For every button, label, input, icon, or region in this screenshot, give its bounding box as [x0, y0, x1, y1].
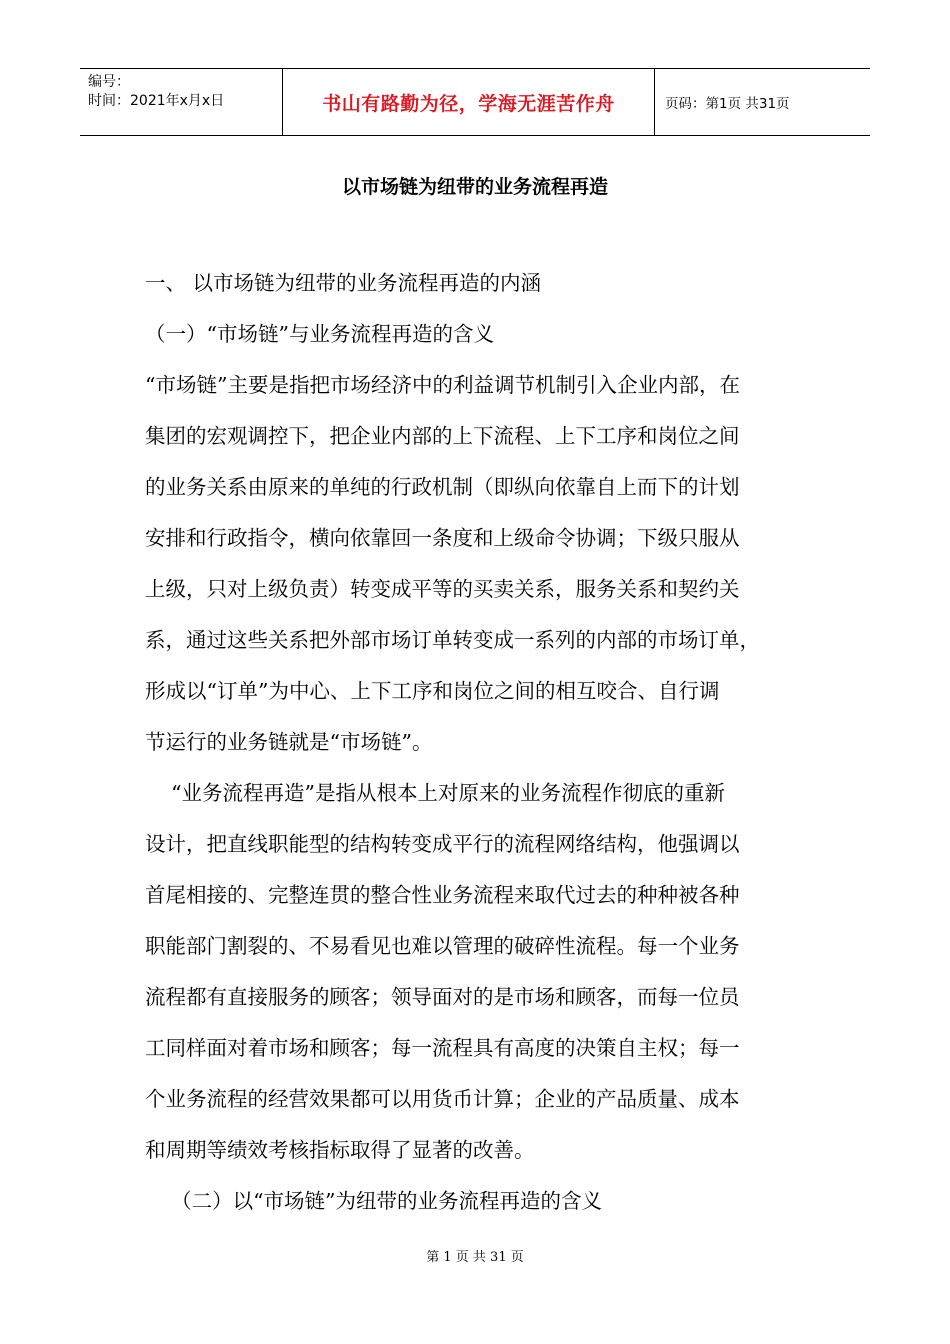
subsection-heading: （二）以“市场链”为纽带的业务流程再造的含义 [145, 1189, 603, 1213]
paragraph-line: 系，通过这些关系把外部市场订单转变成一系列的内部的市场订单， [145, 628, 760, 652]
page-info-text: 页码：第1页 共31页 [665, 96, 790, 112]
section-heading: 一、 以市场链为纽带的业务流程再造的内涵 [145, 271, 542, 295]
paragraph-line: 集团的宏观调控下，把企业内部的上下流程、上下工序和岗位之间 [145, 424, 740, 448]
paragraph-line: “市场链”主要是指把市场经济中的利益调节机制引入企业内部，在 [145, 373, 740, 397]
body-text [145, 258, 810, 1227]
paragraph-line: 形成以“订单”为中心、上下工序和岗位之间的相互咬合、自行调 [145, 679, 720, 703]
header-table [80, 68, 870, 136]
motto-text: 书山有路勤为径，学海无涯苦作舟 [322, 92, 615, 115]
paragraph-line: 设计，把直线职能型的结构转变成平行的流程网络结构，他强调以 [145, 832, 740, 856]
paragraph-line: 的业务关系由原来的单纯的行政机制（即纵向依靠自上而下的计划 [145, 475, 740, 499]
paragraph-market-chain [145, 360, 810, 768]
paragraph-process-reengineering [145, 768, 810, 1176]
date-label: 时间：2021年x月x日 [88, 93, 225, 109]
paragraph-line: 上级，只对上级负责）转变成平等的买卖关系，服务关系和契约关 [145, 577, 740, 601]
paragraph-line: 流程都有直接服务的顾客；领导面对的是市场和顾客，而每一位员 [145, 985, 740, 1009]
paragraph-line: 个业务流程的经营效果都可以用货币计算；企业的产品质量、成本 [145, 1087, 740, 1111]
paragraph-line: 职能部门割裂的、不易看见也难以管理的破碎性流程。每一个业务 [145, 934, 740, 958]
paragraph-line: 安排和行政指令，横向依靠回一条度和上级命令协调；下级只服从 [145, 526, 740, 550]
page-info-cell [655, 69, 870, 135]
paragraph-line: 节运行的业务链就是“市场链”。 [145, 730, 433, 754]
paragraph-line: 工同样面对着市场和顾客；每一流程具有高度的决策自主权；每一 [145, 1036, 740, 1060]
header-meta-cell [80, 69, 282, 135]
paragraph-line: “业务流程再造”是指从根本上对原来的业务流程作彻底的重新 [145, 781, 726, 805]
subsection-heading: （一）“市场链”与业务流程再造的含义 [145, 322, 494, 346]
document-title: 以市场链为纽带的业务流程再造 [341, 176, 608, 198]
number-label: 编号： [88, 74, 130, 90]
page-footer: 第 1 页 共 31 页 [426, 1250, 524, 1265]
motto-cell [282, 69, 655, 135]
paragraph-line: 和周期等绩效考核指标取得了显著的改善。 [145, 1138, 535, 1162]
paragraph-line: 首尾相接的、完整连贯的整合性业务流程来取代过去的种种被各种 [145, 883, 740, 907]
